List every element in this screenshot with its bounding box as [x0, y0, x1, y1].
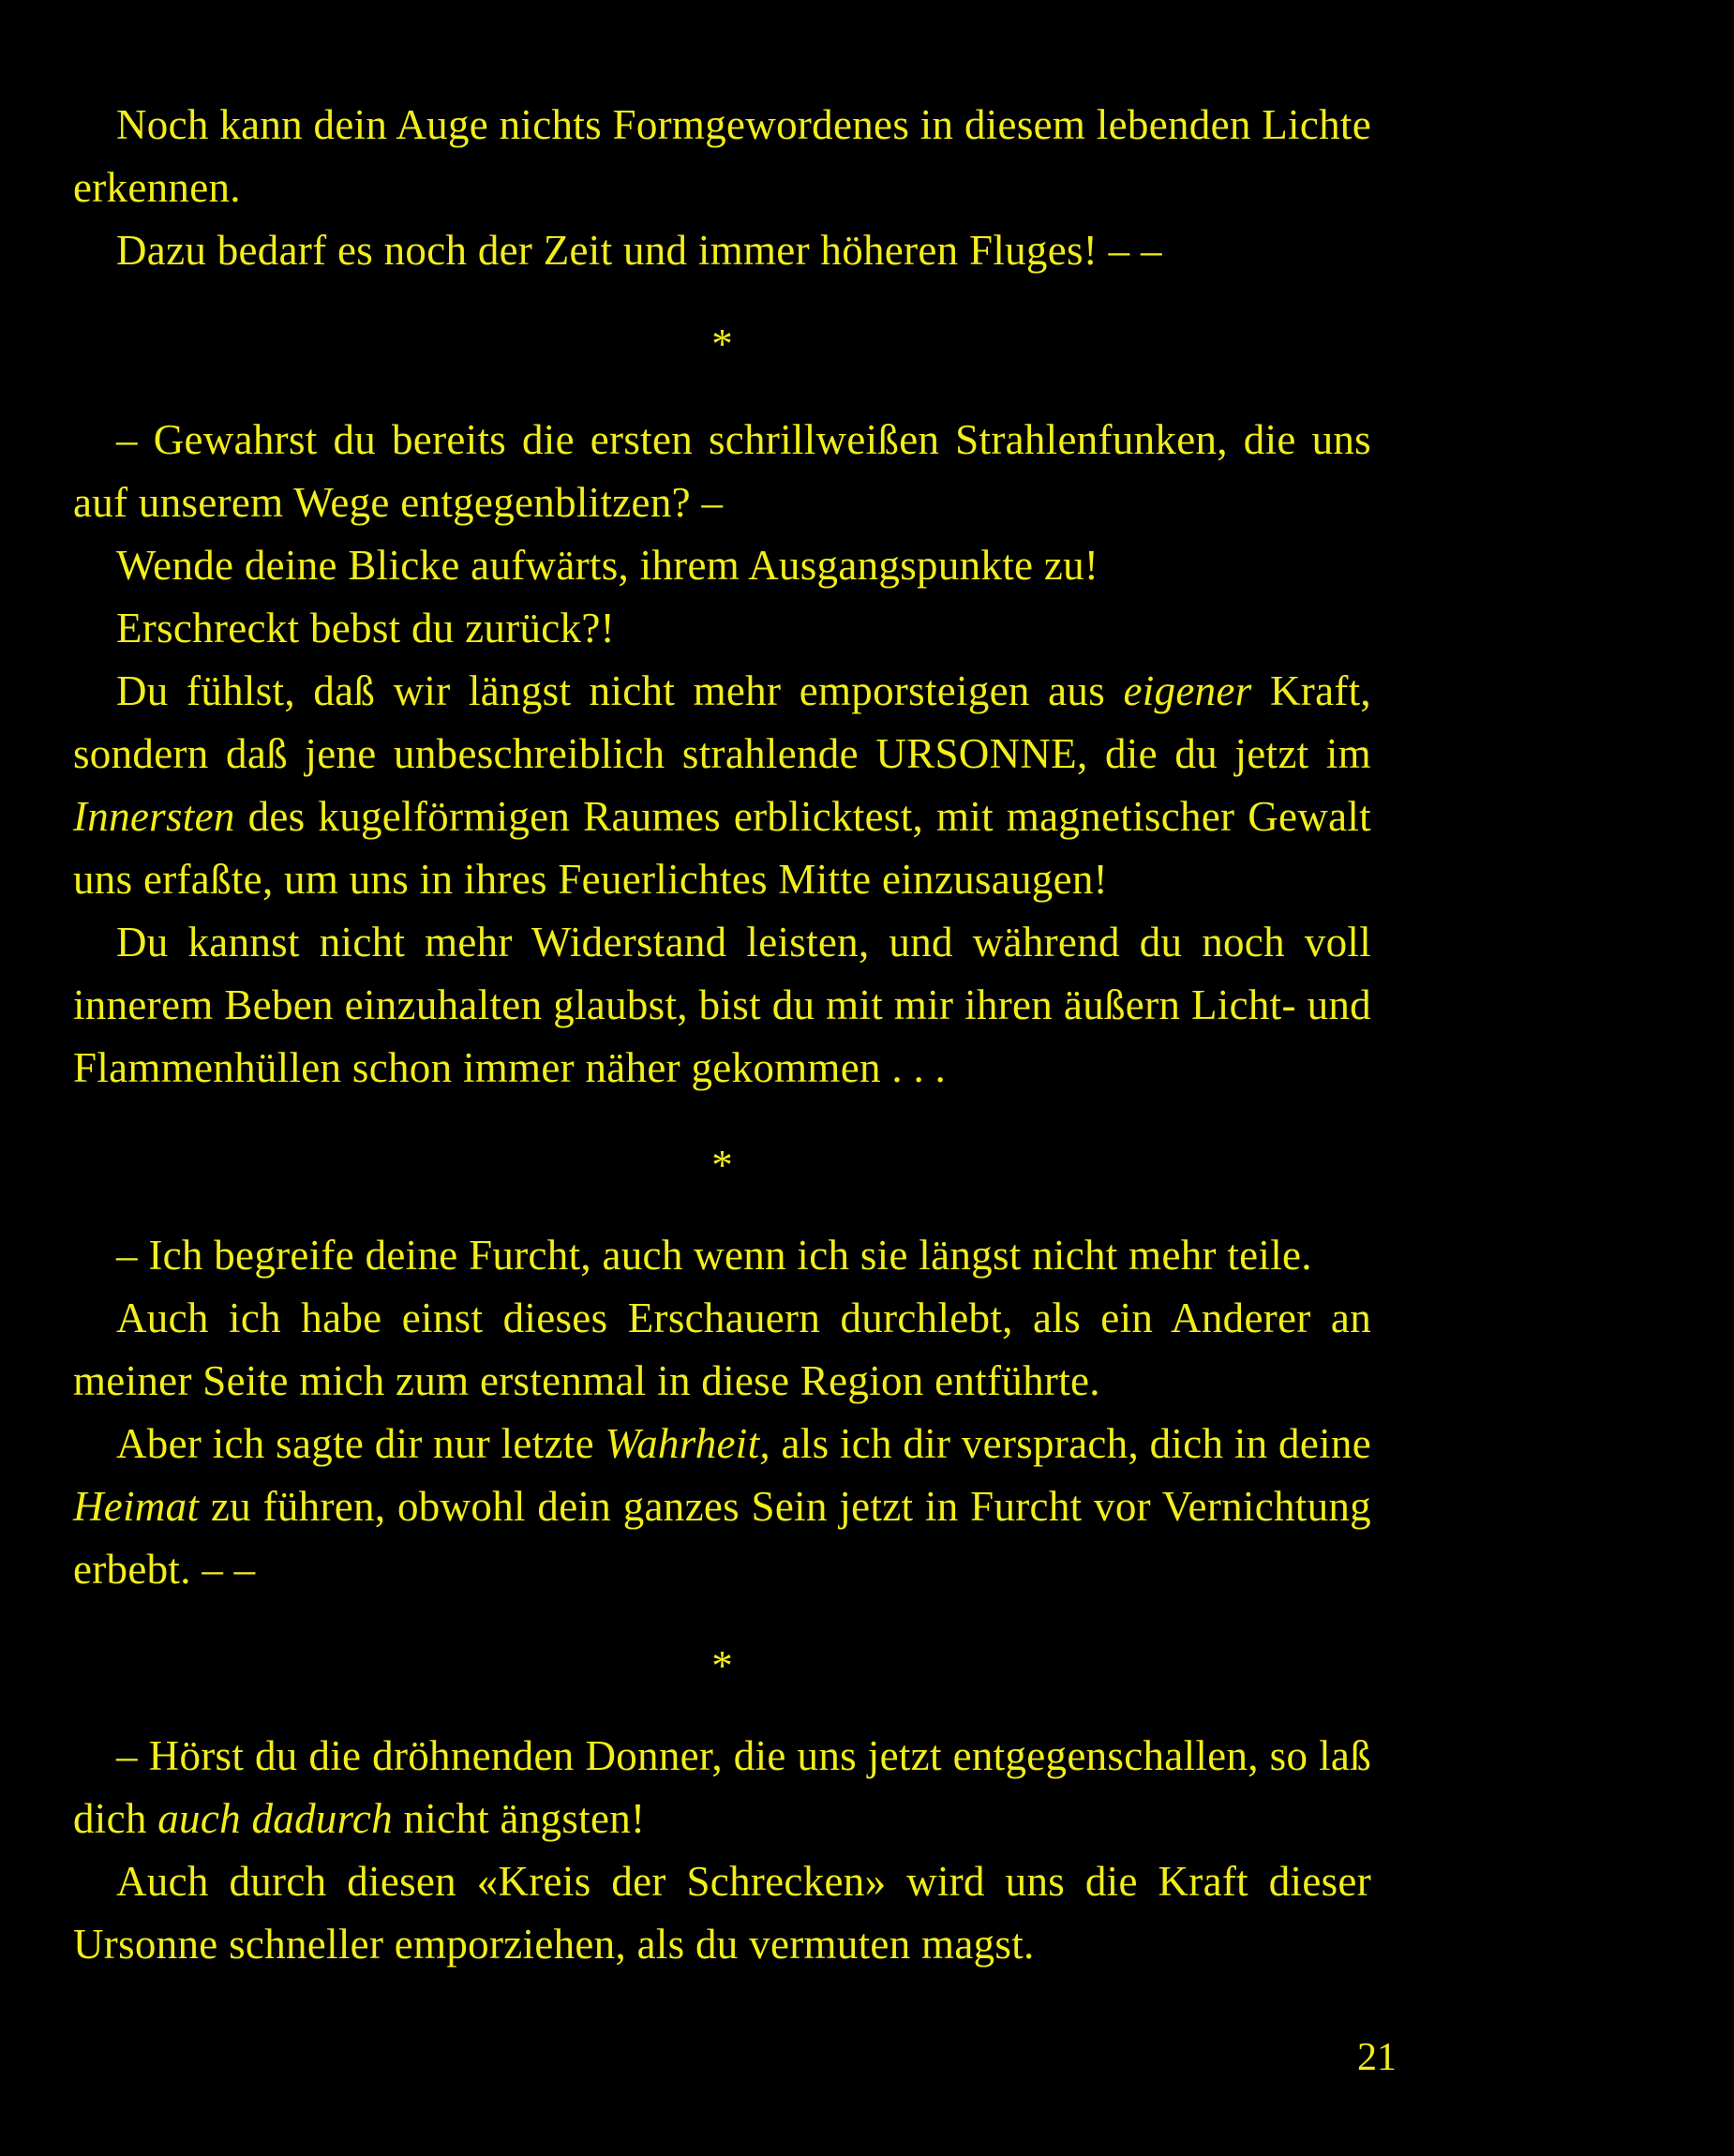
emphasis: Heimat [73, 1483, 200, 1530]
text-run: – Hörst du die dröhnenden Donner, die uns jetzt entgegenschallen, so laß dich [73, 1732, 1371, 1842]
paragraph: Auch ich habe einst dieses Erschauern durchlebt, als ein Anderer an meiner Seite mich zum erstenmal in diese Region entführte. [73, 1295, 1371, 1404]
paragraph: – Gewahrst du bereits die ersten schrillweißen Strahlenfunken, die uns auf unserem Wege entgegenblitzen? – [73, 416, 1371, 526]
paragraph [73, 660, 1371, 911]
paragraph: Auch durch diesen «Kreis der Schrecken» wird uns die Kraft dieser Ursonne schneller emporziehen, als du vermuten magst. [73, 1858, 1371, 1968]
text-run: Aber ich sagte dir nur letzte [116, 1420, 594, 1467]
paragraph [73, 1413, 1371, 1601]
section-separator: * [711, 1642, 733, 1689]
emphasis: auch dadurch [157, 1795, 393, 1842]
emphasis: Wahrheit, [605, 1420, 770, 1467]
text-run: Du fühlst, daß wir längst nicht mehr emporsteigen aus [116, 667, 1106, 714]
section-separator: * [711, 321, 733, 367]
text-run: Kraft, sondern daß jene unbeschreiblich strahlende URSONNE, die du jetzt im [73, 667, 1371, 777]
book-page [73, 0, 1397, 2156]
paragraph: Dazu bedarf es noch der Zeit und immer höheren Fluges! – – [116, 227, 1162, 274]
paragraph: Noch kann dein Auge nichts Formgewordenes in diesem lebenden Lichte erkennen. [73, 101, 1371, 211]
section-4 [73, 1725, 1371, 1976]
section-2 [73, 409, 1371, 1100]
text-run: des kugelförmigen Raumes erblicktest, mit magnetischer Gewalt uns erfaßte, um uns in ihres Feuerlichtes Mitte einzusaugen! [73, 793, 1371, 903]
section-3 [73, 1224, 1371, 1601]
text-run: zu führen, obwohl dein ganzes Sein jetzt in Furcht vor Vernichtung erbebt. – – [73, 1483, 1371, 1593]
page-number: 21 [1357, 2036, 1397, 2079]
paragraph [73, 1725, 1371, 1850]
emphasis: Innersten [73, 793, 235, 840]
emphasis: eigener [1123, 667, 1252, 714]
paragraph: Wende deine Blicke aufwärts, ihrem Ausgangspunkte zu! [116, 542, 1099, 589]
section-1 [73, 94, 1371, 282]
text-run: als ich dir versprach, dich in deine [781, 1420, 1371, 1467]
paragraph: Erschreckt bebst du zurück?! [116, 605, 615, 651]
text-run: nicht ängsten! [403, 1795, 646, 1842]
section-separator: * [711, 1142, 733, 1189]
paragraph: – Ich begreife deine Furcht, auch wenn ich sie längst nicht mehr teile. [116, 1232, 1312, 1279]
paragraph: Du kannst nicht mehr Widerstand leisten, und während du noch voll innerem Beben einzuhalten glaubst, bist du mit mir ihren äußern Licht- und Flammenhüllen schon immer näher gekommen . . . [73, 919, 1371, 1091]
